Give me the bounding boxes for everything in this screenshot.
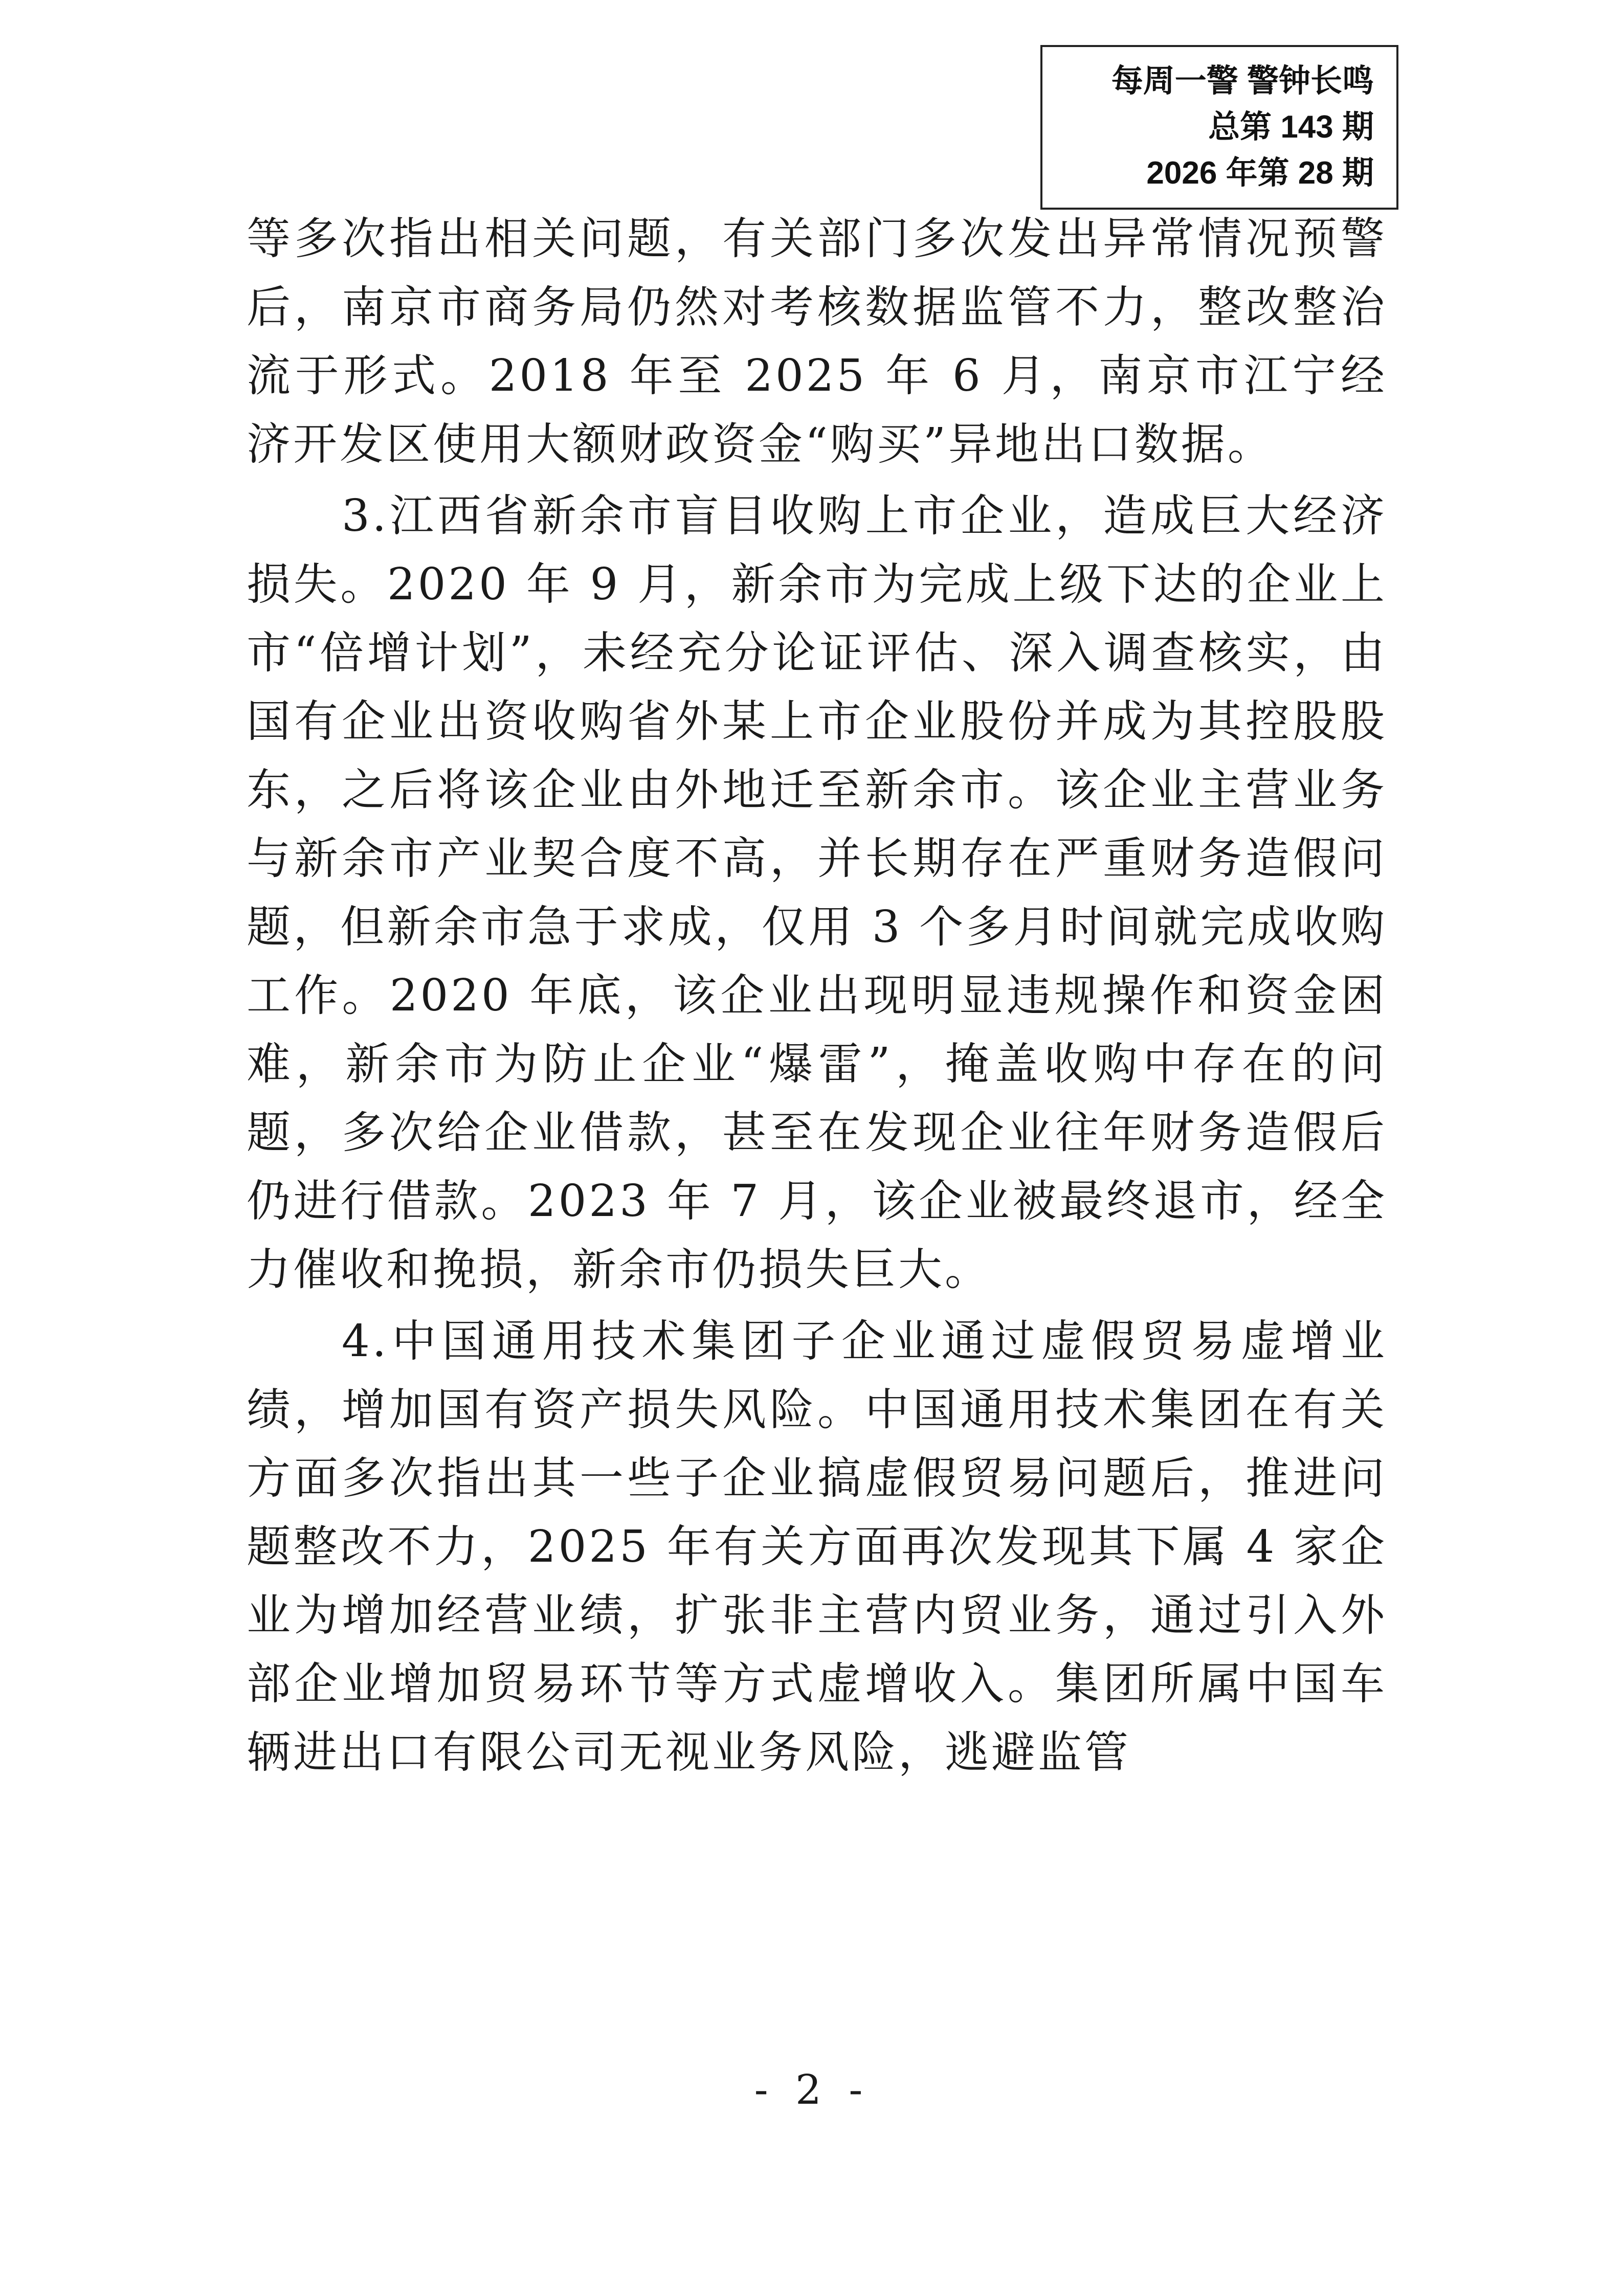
stamp-year-issue: 2026 年第 28 期 bbox=[1146, 155, 1374, 191]
paragraph-continuation: 等多次指出相关问题，有关部门多次发出异常情况预警后，南京市商务局仍然对考核数据监管不力，整改整治流于形式。2018 年至 2025 年 6 月，南京市江宁经济开发区使用大额财政资金“购买”异地出口数据。 bbox=[247, 213, 1387, 470]
page-number: - 2 - bbox=[754, 2066, 870, 2113]
issue-stamp-box bbox=[1040, 45, 1398, 210]
document-body bbox=[247, 205, 1387, 1790]
stamp-slogan: 每周一警 警钟长鸣 bbox=[1111, 63, 1374, 99]
stamp-total-issue: 总第 143 期 bbox=[1208, 109, 1374, 145]
paragraph-item-4: 4.中国通用技术集团子企业通过虚假贸易虚增业绩，增加国有资产损失风险。中国通用技术集团在有关方面多次指出其一些子企业搞虚假贸易问题后，推进问题整改不力，2025 年有关方面再次发现其下属 4 家企业为增加经营业绩，扩张非主营内贸业务，通过引入外部企业增加贸易环节等方式虚增收入。集团所属中国车辆进出口有限公司无视业务风险，逃避监管 bbox=[247, 1316, 1387, 1778]
paragraph-item-3: 3.江西省新余市盲目收购上市企业，造成巨大经济损失。2020 年 9 月，新余市为完成上级下达的企业上市“倍增计划”，未经充分论证评估、深入调查核实，由国有企业出资收购省外某上市企业股份并成为其控股股东，之后将该企业由外地迁至新余市。该企业主营业务与新余市产业契合度不高，并长期存在严重财务造假问题，但新余市急于求成，仅用 3 个多月时间就完成收购工作。2020 年底，该企业出现明显违规操作和资金困难，新余市为防止企业“爆雷”，掩盖收购中存在的问题，多次给企业借款，甚至在发现企业往年财务造假后仍进行借款。2023 年 7 月，该企业被最终退市，经全力催收和挽损，新余市仍损失巨大。 bbox=[247, 490, 1387, 1295]
